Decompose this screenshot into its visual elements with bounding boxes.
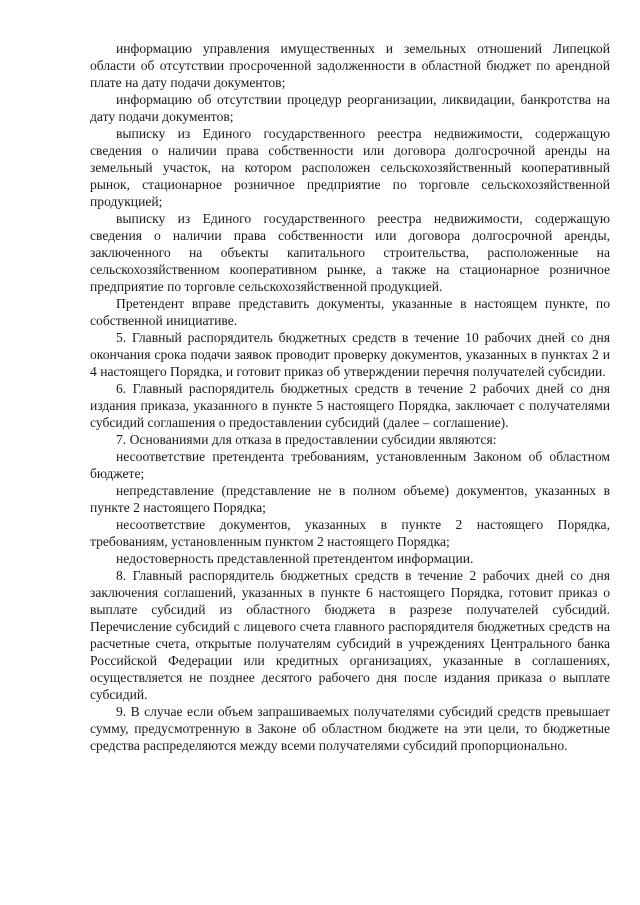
paragraph-refusal-false-info: недостоверность представленной претендентом информации. xyxy=(116,551,474,566)
document-page xyxy=(90,40,610,754)
paragraph-refusal-documents: несоответствие документов, указанных в пункте 2 настоящего Порядка, требованиям, установленным пунктом 2 настоящего Порядка; xyxy=(90,517,610,549)
paragraph-item-8: 8. Главный распорядитель бюджетных средств в течение 2 рабочих дней со дня заключения соглашений, указанных в пункте 6 настоящего Порядка, готовит приказ о выплате субсидий из областного бюджета в разрезе получателей субсидий. Перечисление субсидий с лицевого счета главного распорядителя бюджетных средств на расчетные счета, открытые получателям субсидий в учреждениях Центрального банка Российской Федерации или кредитных организациях, указанные в соглашениях, осуществляется не позднее десятого рабочего дня после издания приказа о выплате субсидий. xyxy=(90,568,610,702)
paragraph-registry-extract-buildings: выписку из Единого государственного реестра недвижимости, содержащую сведения о наличии права собственности или договора долгосрочной аренды, заключенного на объекты капитального строительства, расположенные на сельскохозяйственном кооперативном рынке, а также на стационарное розничное предприятие по торговле сельскохозяйственной продукцией. xyxy=(90,211,610,294)
paragraph-item-7: 7. Основаниями для отказа в предоставлении субсидии являются: xyxy=(116,432,497,447)
paragraph-item-5: 5. Главный распорядитель бюджетных средств в течение 10 рабочих дней со дня окончания срока подачи заявок проводит проверку документов, указанных в пунктах 2 и 4 настоящего Порядка, и готовит приказ об утверждении перечня получателей субсидии. xyxy=(90,330,610,379)
paragraph-item-6: 6. Главный распорядитель бюджетных средств в течение 2 рабочих дней со дня издания приказа, указанного в пункте 5 настоящего Порядка, заключает с получателями субсидий соглашения о предоставлении субсидий (далее – соглашение). xyxy=(90,381,610,430)
paragraph-land-relations-info: информацию управления имущественных и земельных отношений Липецкой области об отсутствии просроченной задолженности в областной бюджет по арендной плате на дату подачи документов; xyxy=(90,41,610,90)
paragraph-refusal-nonsubmission: непредставление (представление не в полном объеме) документов, указанных в пункте 2 настоящего Порядка; xyxy=(90,483,610,515)
paragraph-refusal-nonconformity: несоответствие претендента требованиям, установленным Законом об областном бюджете; xyxy=(90,449,610,481)
paragraph-item-9: 9. В случае если объем запрашиваемых получателями субсидий средств превышает сумму, предусмотренную в Законе об областном бюджете на эти цели, то бюджетные средства распределяются между всеми получателями субсидий пропорционально. xyxy=(90,704,610,753)
paragraph-reorganization-info: информацию об отсутствии процедур реорганизации, ликвидации, банкротства на дату подачи документов; xyxy=(90,92,610,124)
paragraph-registry-extract-land: выписку из Единого государственного реестра недвижимости, содержащую сведения о наличии права собственности или договора долгосрочной аренды на земельный участок, на котором расположен сельскохозяйственный кооперативный рынок, стационарное розничное предприятие по торговле сельскохозяйственной продукцией; xyxy=(90,126,610,209)
paragraph-own-initiative: Претендент вправе представить документы, указанные в настоящем пункте, по собственной инициативе. xyxy=(90,296,610,328)
